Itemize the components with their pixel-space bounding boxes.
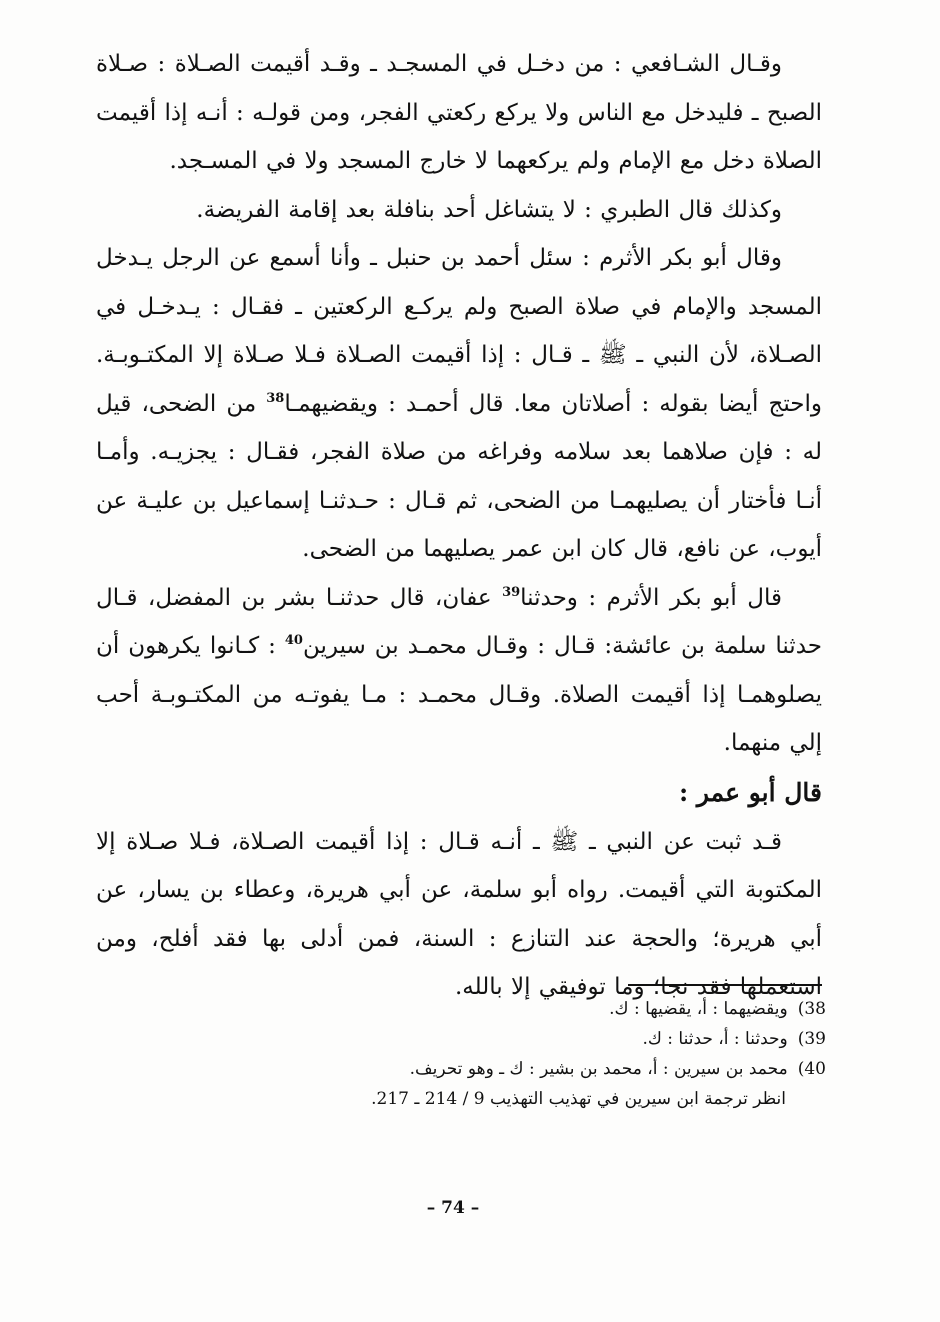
paragraph-text: قال أبو بكر الأثرم : وحدثنا [520,584,782,611]
paragraph-text: وكذلك قال الطبري : لا يتشاغل أحد بنافلة بعد إقامة الفريضة. [196,196,782,223]
main-text [96,40,822,1012]
footnote-number: 40) [797,1059,826,1079]
paragraph-closing: قـد ثبت عن النبي ـ ﷺ ـ أنـه قـال : إذا أقيمت الصـلاة، فـلا صـلاة إلا المكتوبة التي أقيمت. رواه أبو سلمة، عن أبي هريرة، وعطاء بن يسار، عن أبي هريرة؛ والحجة عند التنازع : السنة، فمن أدلى بها فقد أفلح، ومن استعملها فقد نجا؛ وما توفيقي إلا بالله. [96,828,822,1000]
paragraph-tabari [96,186,822,235]
paragraph-text: وقـال الشـافعي : من دخـل في المسجـد ـ وقـد أقيمت الصـلاة : صـلاة الصبح ـ فليدخل مع الناس ولا يركع ركعتي الفجر، ومن قولـه : أنـه إذا أقيمت الصلاة دخل مع الإمام ولم يركعهما لا خارج المسجد ولا في المسـجد. [96,51,822,174]
footnote-38 [250,994,826,1024]
footnote-40-continuation [250,1084,826,1114]
footnotes [250,994,826,1114]
paragraph-athram-affan [96,574,822,768]
footnote-text: محمد بن سيرين : أ، محمد بن بشير : ك ـ وهو تحريف. [409,1059,788,1079]
footnote-number: 38) [797,999,826,1019]
paragraph-text: عفان، قال حدثنـا بشر بن المفضل، قـال حدثنا سلمة بن عائشة: قـال : وقـال محمـد بن سيرين [96,584,822,659]
footnote-text: انظر ترجمة ابن سيرين في تهذيب التهذيب 9 / 214 ـ 217. [371,1089,786,1109]
paragraph-text: من الضحى، قيل له : فإن صلاهما بعد سلامه وفراغه من صلاة الفجر، فقـال : يجزيـه. وأمـا أنـا فأختار أن يصليهمـا من الضحى، ثم قـال : حـدثنـا إسماعيل بن عليـة عن أيوب، عن نافع، قال كان ابن عمر يصليهما من الضحى. [96,390,822,562]
footnote-ref-38[interactable]: 38 [266,390,285,406]
paragraph-shafii [96,40,822,186]
footnote-text: ويقضيهما : أ، يقضيها : ك. [609,999,788,1019]
footnote-ref-39[interactable]: 39 [502,584,521,600]
footnote-40 [250,1054,826,1084]
footnote-divider [628,984,822,986]
footnote-number: 39) [797,1029,826,1049]
paragraph-athram-ahmad [96,234,822,574]
page-number: – 74 – [426,1198,480,1218]
footnote-39 [250,1024,826,1054]
footnote-text: وحدثنا : أ، حدثنا : ك. [642,1029,788,1049]
paragraph-text: وقال أبو بكر الأثرم : سئل أحمد بن حنبل ـ وأنا أسمع عن الرجل يـدخل المسجد والإمام في صلاة الصبح ولم يركـع الركعتين ـ فقـال : يـدخـل في الصـلاة، لأن النبي ـ ﷺ ـ قـال : إذا أقيمت الصـلاة فـلا صـلاة إلا المكتـوبـة. واحتج أيضا بقوله : أصلاتان معا. قال أحمـد : ويقضيهمـا [96,245,822,417]
paragraph-text: : كـانوا يكرهون أن يصلوهمـا إذا أقيمت الصلاة. وقـال محمـد : مـا يفوتـه من المكتـوبـة أحب إلي منهما. [96,633,822,756]
section-heading: قال أبو عمر : [678,777,822,807]
footnote-ref-40[interactable]: 40 [284,633,303,648]
